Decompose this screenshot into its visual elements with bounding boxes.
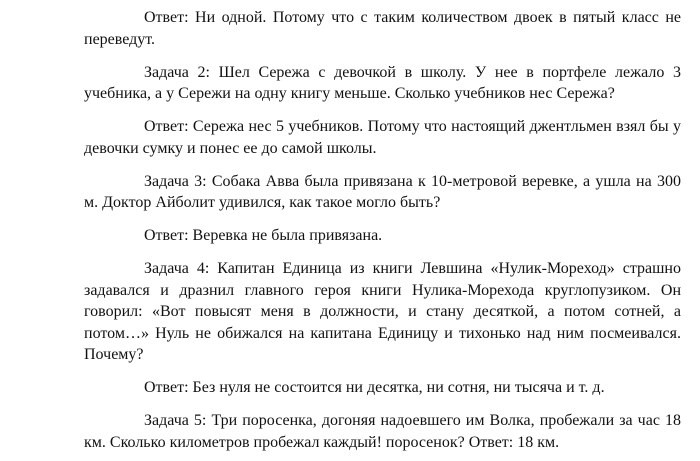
answer-paragraph-1: Ответ: Ни одной. Потому что с таким количеством двоек в пятый класс не переведут.: [84, 9, 681, 48]
task-3-paragraph: Задача 3: Собака Авва была привязана к 10-метровой веревке, а ушла на 300 м. Доктор Айболит удивился, как такое могло быть?: [84, 172, 681, 211]
answer-paragraph-2: Ответ: Сережа нес 5 учебников. Потому что настоящий джентльмен взял бы у девочки сумку и понес ее до самой школы.: [84, 118, 681, 157]
task-4-paragraph: Задача 4: Капитан Единица из книги Левшина «Нулик-Мореход» страшно задавался и дразнил главного героя книги Нулика-Морехода круглопузиком. Он говорил: «Вот повысят меня в должности, и стану десяткой, а потом сотней, а потом…» Нуль не обижался на капитана Единицу и тихонько над ним посмеивался. Почему?: [84, 260, 681, 363]
document-page: [84, 7, 681, 453]
answer-paragraph-3: Ответ: Веревка не была привязана.: [144, 227, 383, 244]
task-5-paragraph: Задача 5: Три поросенка, догоняя надоевшего им Волка, пробежали за час 18 км. Сколько километров пробежал каждый! поросенок? Ответ: 18 км.: [84, 412, 681, 451]
task-2-paragraph: Задача 2: Шел Сережа с девочкой в школу. У нее в портфеле лежало 3 учебника, а у Сережи на одну книгу меньше. Сколько учебников нес Сережа?: [84, 63, 681, 102]
answer-paragraph-4: Ответ: Без нуля не состоится ни десятка, ни сотня, ни тысяча и т. д.: [144, 379, 605, 396]
